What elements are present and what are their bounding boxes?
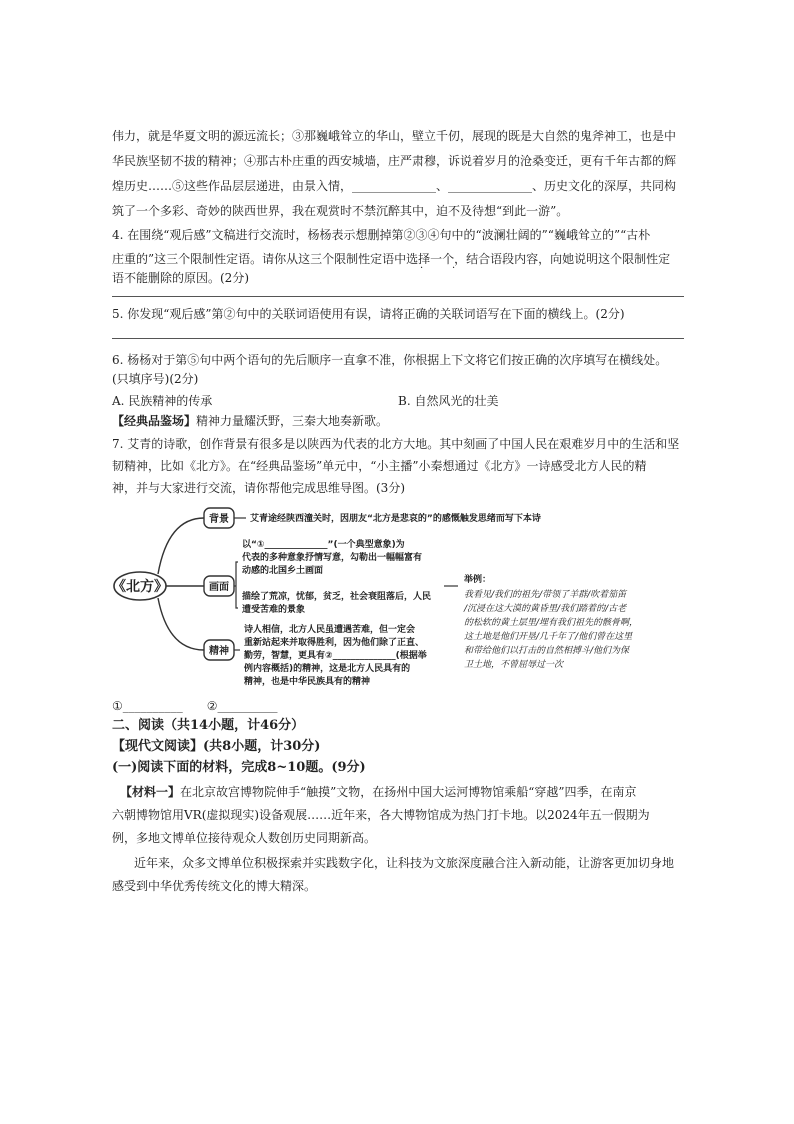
- option-a: A. 民族精神的传承: [112, 394, 213, 408]
- example-title: 举例：: [464, 575, 492, 585]
- emphasis-dot: ·: [420, 263, 424, 274]
- jingdian-label: 【经典品鉴场】: [112, 414, 197, 428]
- question-4-line-2: 庄重的”这三个限制性定语。请你从这三个限制性定语中选择一个，结合语段内容，向她说明这个限制性定: [112, 252, 671, 266]
- js-text-3: 勤劳，智慧，更具有②______________(根据举: [244, 651, 427, 661]
- js-text-4: 例内容概括)的精神，这是北方人民具有的: [244, 664, 411, 674]
- branch-hm-label: 画面: [209, 582, 229, 593]
- passage-line-3: 煌历史……⑤这些作品层层递进，由景入情，______________、______________、历史文化的深厚，共同构: [112, 179, 677, 193]
- question-7-line-2: 韧精神，比如《北方》。在“经典品鉴场”单元中，“小主播”小秦想通过《北方》一诗感受北方人民的精: [112, 459, 647, 473]
- js-text-2: 重新站起来并取得胜利，因为他们除了正直、: [244, 638, 425, 648]
- material-1-para-2-line-2: 感受到中华优秀传统文化的博大精深。: [112, 879, 317, 893]
- answer-blanks-q7[interactable]: ①__________ ②__________: [112, 699, 278, 713]
- example-line-4: 这土地是他们开垦/几千年了/他们曾在这里: [464, 632, 633, 642]
- bg-text: 艾青途经陕西潼关时，因朋友“北方是悲哀的”的感慨触发思绪而写下本诗: [250, 514, 541, 524]
- jingdian-text: 精神力量耀沃野，三秦大地奏新歌。: [196, 414, 389, 428]
- branch-bg-label: 背景: [209, 514, 229, 525]
- hm-text-2: 代表的多种意象抒情写意，勾勒出一幅幅富有: [242, 553, 423, 563]
- answer-line-q5[interactable]: [112, 338, 684, 339]
- passage-line-1: 伟力，就是华夏文明的源远流长；③那巍峨耸立的华山，壁立千仞，展现的既是大自然的鬼斧神工，也是中: [112, 129, 677, 143]
- question-4-line-3: 语不能删除的原因。(2分): [112, 271, 249, 285]
- mind-map: [112, 502, 684, 698]
- material-1-line-1: [120, 784, 684, 800]
- answer-line-q4[interactable]: [112, 296, 684, 297]
- passage-line-4: 筑了一个多彩、奇妙的陕西世界，我在观赏时不禁沉醉其中，迫不及待想“到此一游”。: [112, 204, 569, 218]
- example-line-3: 的松软的黄土层里/埋有我们祖先的骸骨啊，: [464, 618, 639, 628]
- hm-text-5: 遭受苦难的景象: [242, 605, 306, 615]
- material-1-line-3: 例，多地文博单位接待观众人数创历史同期新高。: [112, 831, 377, 845]
- hm-text-1: 以“①______________”(一个典型意象)为: [242, 540, 405, 550]
- example-line-2: /沉浸在这大漠的黄昏里/我们踏着的/古老: [464, 604, 627, 614]
- example-line-5: 和带给他们以打击的自然相搏斗/他们为保: [464, 646, 630, 656]
- section-2-part-1: (一)阅读下面的材料，完成8~10题。(9分): [112, 760, 366, 775]
- connector-js: [158, 598, 204, 650]
- example-line-6: 卫土地，不曾屈辱过一次: [464, 660, 564, 670]
- connector-bg: [158, 518, 204, 574]
- js-text-1: 诗人相信，北方人民虽遭遇苦难，但一定会: [244, 625, 416, 635]
- passage-line-2: 华民族坚韧不拔的精神；④那古朴庄重的西安城墙，庄严肃穆，诉说着岁月的沧桑变迁，更有千年古都的辉: [112, 154, 677, 168]
- hm-text-3: 动感的北国乡土画面: [242, 566, 324, 576]
- section-2-subtitle: 【现代文阅读】(共8小题，计30分): [112, 739, 321, 754]
- question-4-line-1: 4. 在围绕“观后感”文稿进行交流时，杨杨表示想删掉第②③④句中的“波澜壮阔的”“巍峨耸立的”“古朴: [112, 228, 651, 242]
- material-1-para-2-line-1: 近年来，众多文博单位积极探索并实践数字化，让科技为文旅深度融合注入新动能，让游客更加切身地: [134, 856, 675, 870]
- material-1-line-2: 六朝博物馆用VR(虚拟现实)设备观展……近年来，各大博物馆成为热门打卡地。以2024年五一假期为: [112, 808, 650, 822]
- js-text-5: 精神，也是中华民族具有的精神: [244, 677, 371, 687]
- material-1-text-1: 在北京故宫博物院伸手“触摸”文物，在扬州中国大运河博物馆乘船“穿越”四季，在南京: [180, 785, 637, 799]
- question-6-line-1: 6. 杨杨对于第⑤句中两个语句的先后顺序一直拿不准，你根据上下文将它们按正确的次序填写在横线处。: [112, 353, 668, 367]
- question-7-line-3: 神，并与大家进行交流，请你帮他完成思维导图。(3分): [112, 481, 406, 495]
- material-1-label: 【材料一】: [120, 785, 181, 799]
- hm-text-4: 描绘了荒凉，忧郁，贫乏，社会衰阻落后，人民: [242, 592, 432, 602]
- question-6-line-2: (只填序号)(2分): [112, 372, 199, 386]
- option-b: B. 自然风光的壮美: [398, 394, 499, 408]
- question-7-line-1: 7. 艾青的诗歌，创作背景有很多是以陕西为代表的北方大地。其中刻画了中国人民在艰难岁月中的生活和坚: [112, 437, 680, 451]
- question-5-line-1: 5. 你发现“观后感”第②句中的关联词语使用有误，请将正确的关联词语写在下面的横线上。(2分): [112, 307, 625, 321]
- section-2-title: 二、阅读（共14小题，计46分）: [112, 718, 305, 733]
- center-node-label: 《北方》: [112, 579, 168, 595]
- jingdian-line: [112, 413, 684, 429]
- emphasis-dot: ·: [452, 263, 456, 274]
- example-line-1: 我看见/我们的祖先/带领了羊群/吹着笳笛: [464, 590, 627, 600]
- branch-js-label: 精神: [209, 646, 229, 657]
- hm-bracket: [236, 562, 238, 608]
